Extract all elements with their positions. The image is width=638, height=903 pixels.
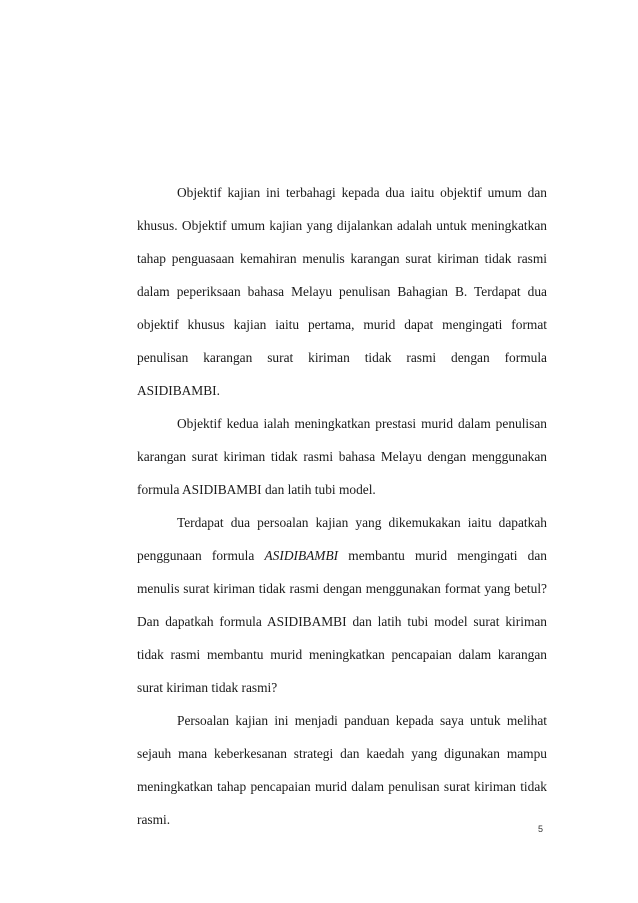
paragraph-research-questions <box>137 506 547 704</box>
paragraph-text-start: Terdapat dua persoalan kajian yang dikemukakan iaitu dapatkah penggunaan formula <box>137 515 547 563</box>
formula-name-italic: ASIDIBAMBI <box>264 548 339 563</box>
paragraph-text-end: membantu murid mengingati dan menulis surat kiriman tidak rasmi dengan menggunakan format yang betul? Dan dapatkah formula ASIDIBAMBI dan latih tubi model surat kiriman tidak rasmi membantu murid meningkatkan pencapaian dalam karangan surat kiriman tidak rasmi? <box>137 548 547 695</box>
paragraph-second-objective: Objektif kedua ialah meningkatkan prestasi murid dalam penulisan karangan surat kiriman tidak rasmi bahasa Melayu dengan menggunakan formula ASIDIBAMBI dan latih tubi model. <box>137 416 547 497</box>
body-text <box>137 176 547 836</box>
paragraph-question-purpose: Persoalan kajian ini menjadi panduan kepada saya untuk melihat sejauh mana keberkesanan strategi dan kaedah yang digunakan mampu meningkatkan tahap pencapaian murid dalam penulisan surat kiriman tidak rasmi. <box>137 713 547 827</box>
page-number: 5 <box>538 824 544 834</box>
paragraph-objectives: Objektif kajian ini terbahagi kepada dua iaitu objektif umum dan khusus. Objektif umum kajian yang dijalankan adalah untuk meningkatkan tahap penguasaan kemahiran menulis karangan surat kiriman tidak rasmi dalam peperiksaan bahasa Melayu penulisan Bahagian B. Terdapat dua objektif khusus kajian iaitu pertama, murid dapat mengingati format penulisan karangan surat kiriman tidak rasmi dengan formula ASIDIBAMBI. <box>137 185 547 398</box>
